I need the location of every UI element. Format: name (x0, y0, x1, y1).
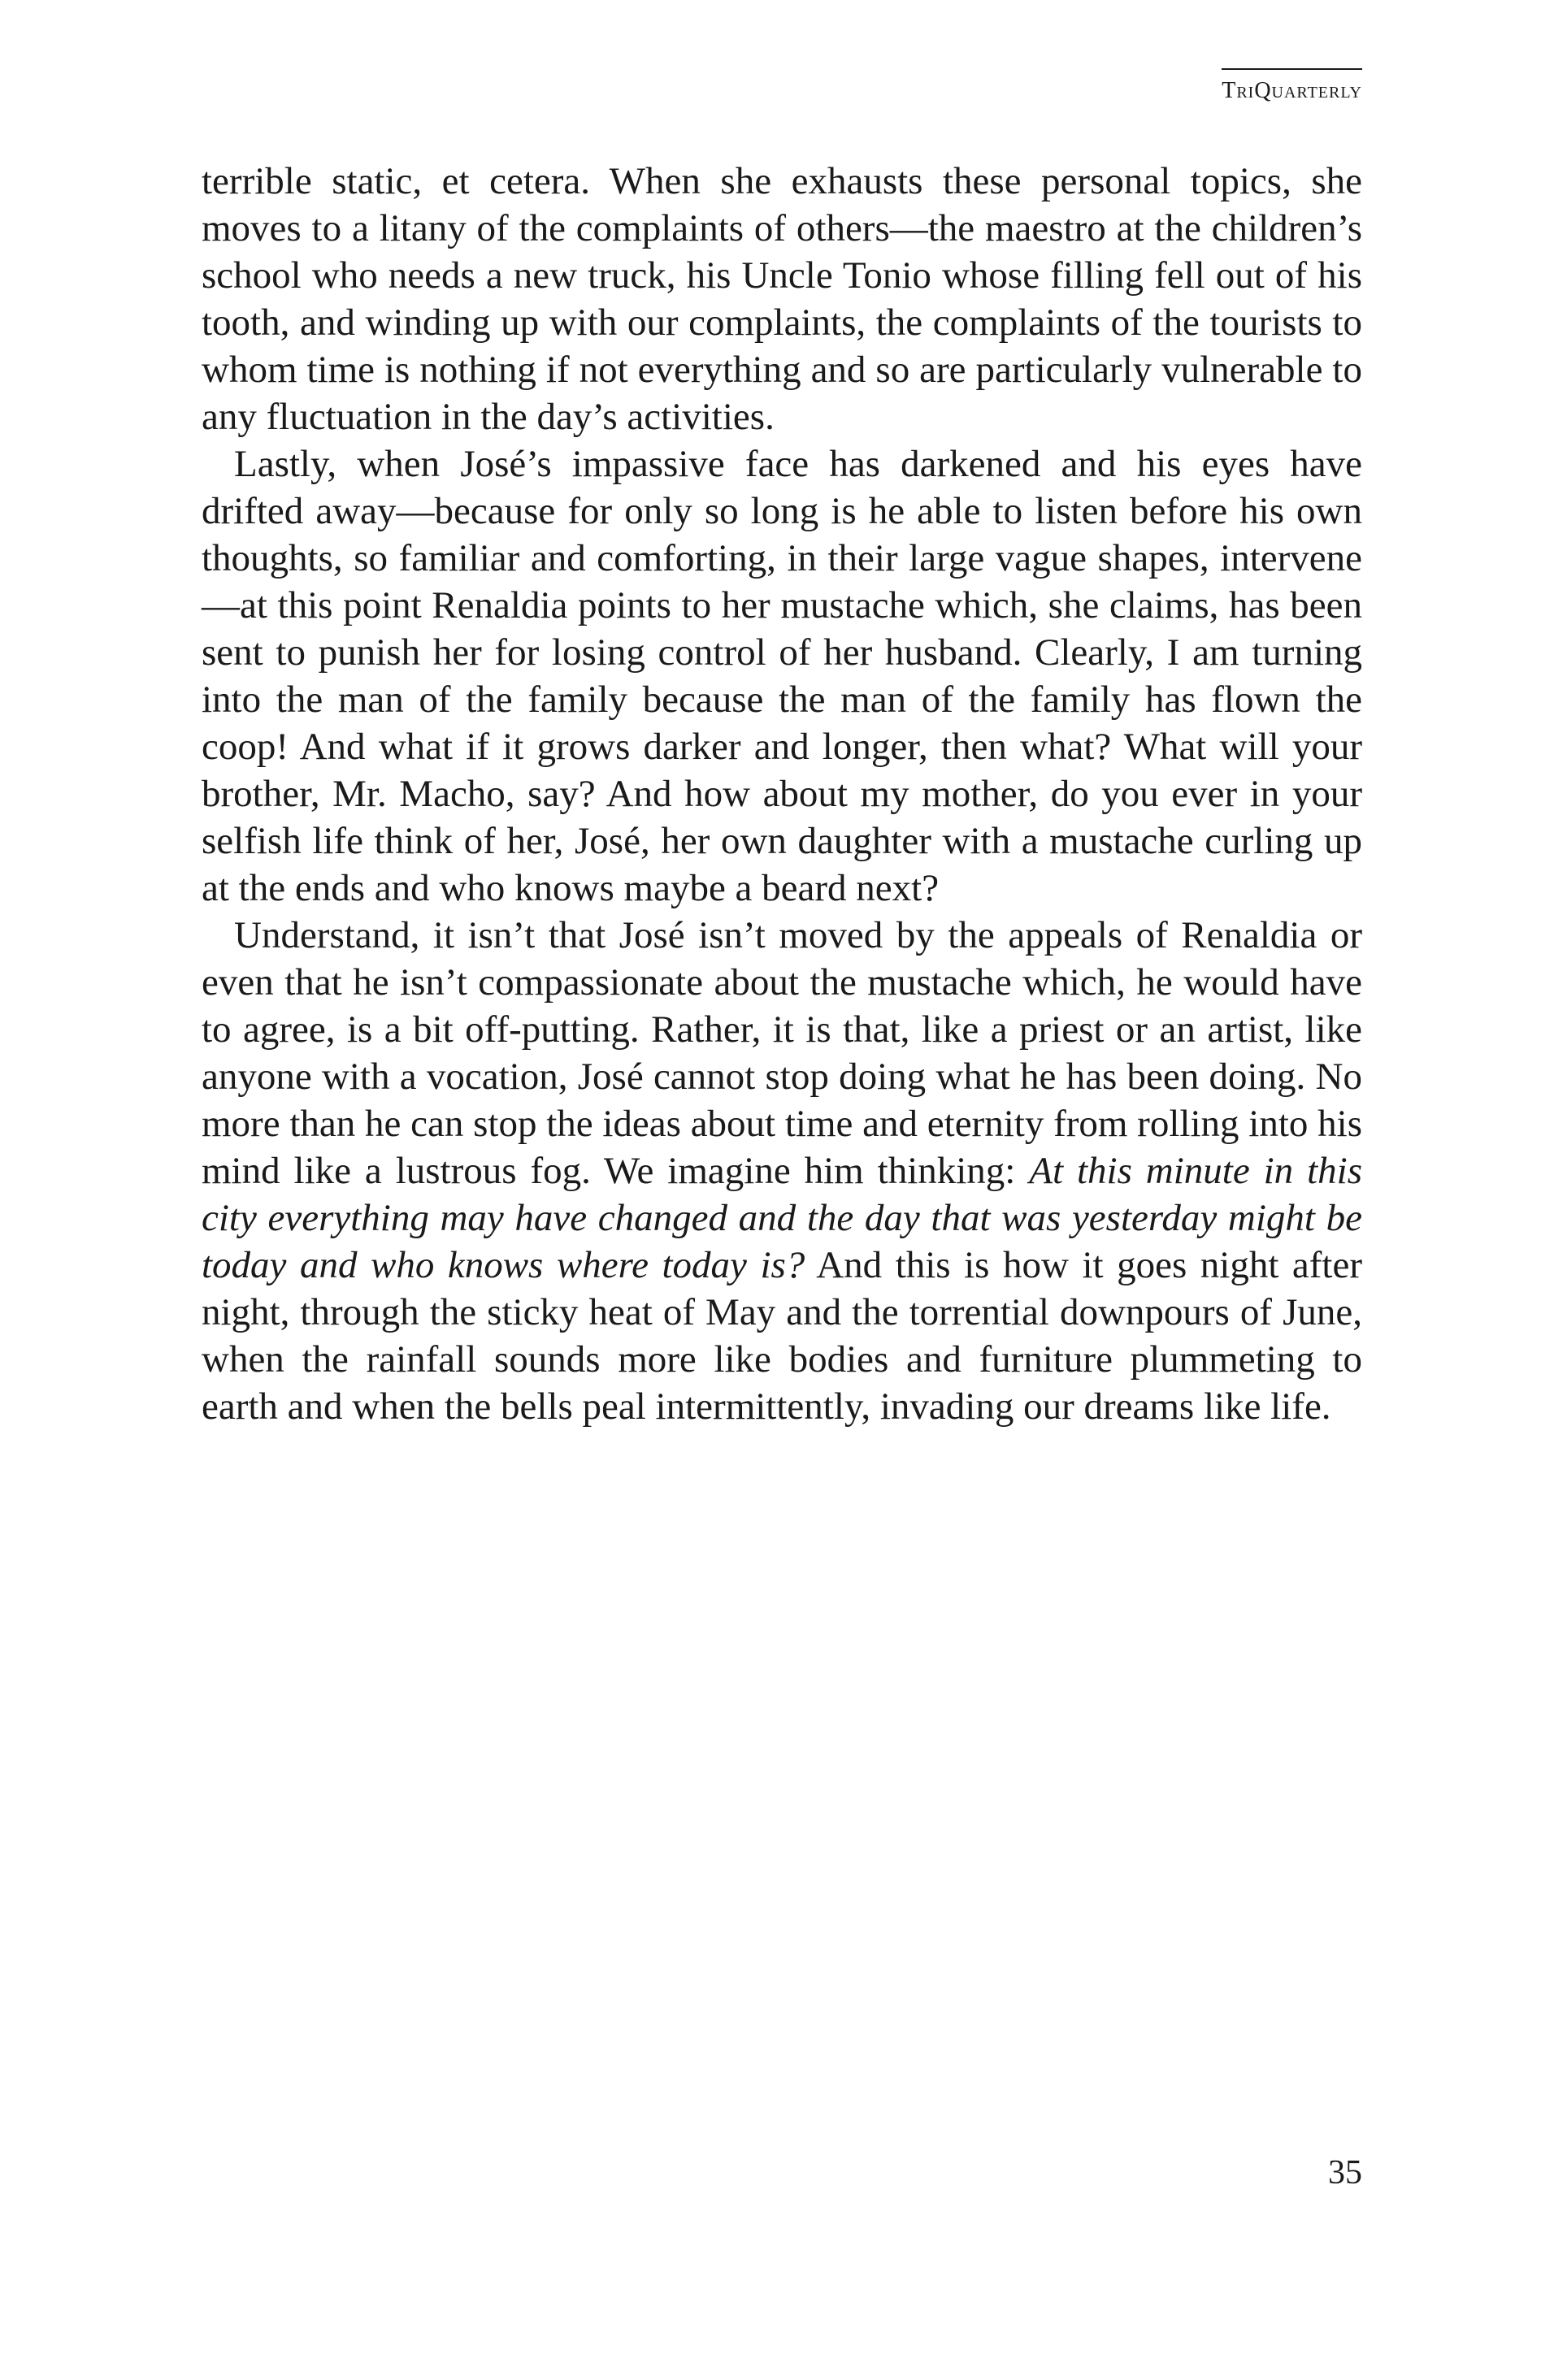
page-number: 35 (1328, 2154, 1362, 2191)
running-head: TriQuarterly (1222, 68, 1362, 104)
paragraph-2: Lastly, when José’s impassive face has darkened and his eyes have drifted away—because for only so long is he able to listen before his own thoughts, so familiar and comforting, in their large vague shapes, intervene—at this point Renaldia points to her mustache which, she claims, has been sent to punish her for losing control of her husband. Clearly, I am turning into the man of the family because the man of the family has flown the coop! And what if it grows darker and longer, then what? What will your brother, Mr. Macho, say? And how about my mother, do you ever in your selfish life think of her, José, her own daughter with a mustache curling up at the ends and who knows maybe a beard next? (202, 443, 1362, 909)
paragraph-3-text-after: And this is how it goes night after night, through the sticky heat of May and the torrential downpours of June, when the rainfall sounds more like bodies and furniture plummeting to earth and when the bells peal intermittently, invading our dreams like life. (202, 1244, 1362, 1428)
paragraph-3-text-before: Understand, it isn’t that José isn’t moved by the appeals of Renaldia or even that he isn’t compassionate about the mustache which, he would have to agree, is a bit off-putting. Rather, it is that, like a priest or an artist, like anyone with a vocation, José cannot stop doing what he has been doing. No more than he can stop the ideas about time and eternity from rolling into his mind like a lustrous fog. We imagine him thinking: (202, 914, 1362, 1192)
paragraph-1: terrible static, et cetera. When she exhausts these personal topics, she moves to a litany of the complaints of others—the maestro at the children’s school who needs a new truck, his Uncle Tonio whose filling fell out of his tooth, and winding up with our complaints, the complaints of the tourists to whom time is nothing if not everything and so are particularly vulnerable to any fluctuation in the day’s activities. (202, 160, 1362, 438)
body-text (202, 158, 1362, 1430)
paragraph-3 (202, 912, 1362, 1430)
paragraph-3-italic-thought: At this minute in this city everything may have changed and the day that was yesterday might be today and who knows where today is? (202, 1150, 1362, 1286)
